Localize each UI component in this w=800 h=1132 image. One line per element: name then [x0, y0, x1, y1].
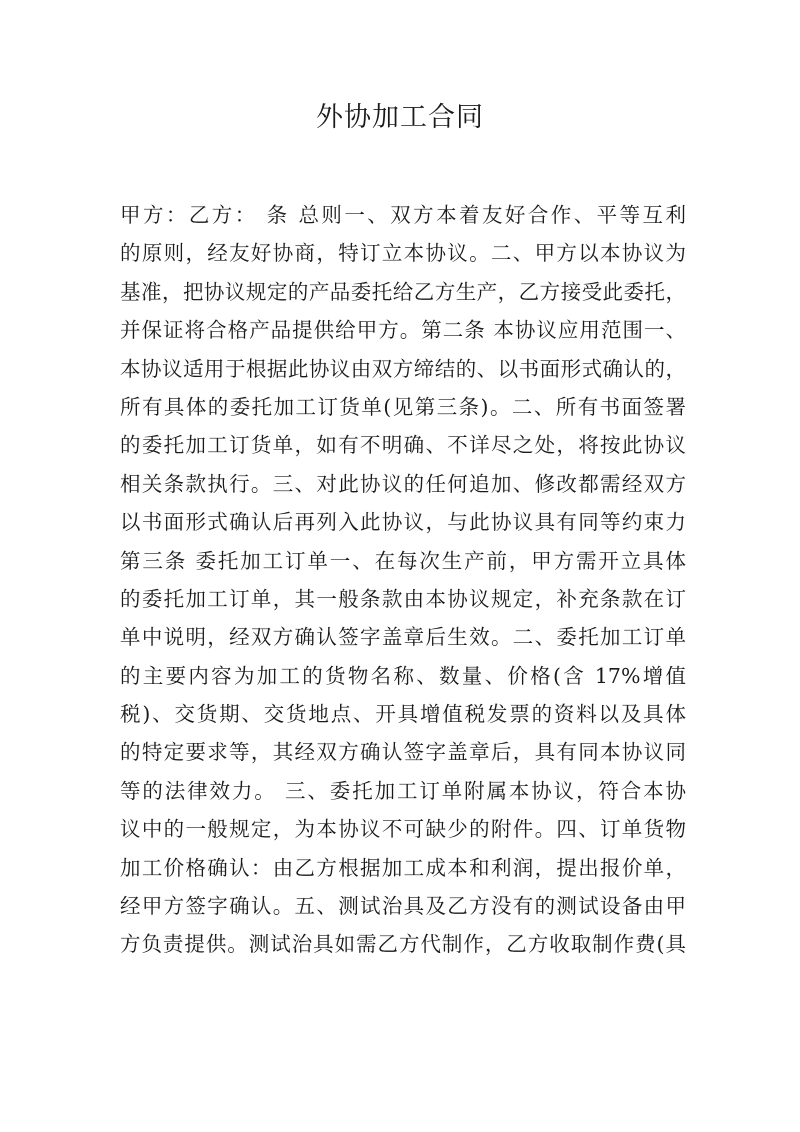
contract-body [120, 196, 686, 964]
body-line: 的特定要求等，其经双方确认签字盖章后，具有同本协议同 [120, 740, 686, 765]
body-line: 方负责提供。测试治具如需乙方代制作，乙方收取制作费(具 [120, 932, 686, 957]
body-line: 的委托加工订货单，如有不明确、不详尽之处，将按此协议 [120, 433, 686, 458]
body-line: 甲方：乙方： 条 总则一、双方本着友好合作、平等互利 [120, 203, 686, 227]
body-line: 相关条款执行。三、对此协议的任何追加、修改都需经双方 [120, 471, 686, 496]
body-line: 基准，把协议规定的产品委托给乙方生产，乙方接受此委托， [120, 279, 686, 304]
body-line: 加工价格确认：由乙方根据加工成本和利润，提出报价单， [120, 855, 686, 880]
document-title: 外协加工合同 [316, 102, 484, 133]
body-line: 本协议适用于根据此协议由双方缔结的、以书面形式确认的， [120, 356, 686, 381]
body-line: 并保证将合格产品提供给甲方。第二条 本协议应用范围一、 [120, 318, 686, 343]
body-line: 以书面形式确认后再列入此协议，与此协议具有同等约束力 [120, 510, 686, 535]
body-line: 税)、交货期、交货地点、开具增值税发票的资料以及具体 [120, 702, 686, 727]
body-line: 第三条 委托加工订单一、在每次生产前，甲方需开立具体 [120, 548, 686, 573]
body-line: 所有具体的委托加工订货单(见第三条)。二、所有书面签署 [120, 394, 686, 419]
body-line: 的委托加工订单，其一般条款由本协议规定，补充条款在订 [120, 586, 686, 611]
body-line: 单中说明，经双方确认签字盖章后生效。二、委托加工订单 [120, 625, 686, 650]
body-line: 等的法律效力。 三、委托加工订单附属本协议，符合本协 [120, 778, 686, 803]
body-line: 的原则，经友好协商，特订立本协议。二、甲方以本协议为 [120, 241, 686, 266]
body-line: 议中的一般规定，为本协议不可缺少的附件。四、订单货物 [120, 817, 686, 842]
body-line: 经甲方签字确认。五、测试治具及乙方没有的测试设备由甲 [120, 894, 686, 919]
body-line: 的主要内容为加工的货物名称、数量、价格(含 17%增值 [120, 663, 686, 688]
